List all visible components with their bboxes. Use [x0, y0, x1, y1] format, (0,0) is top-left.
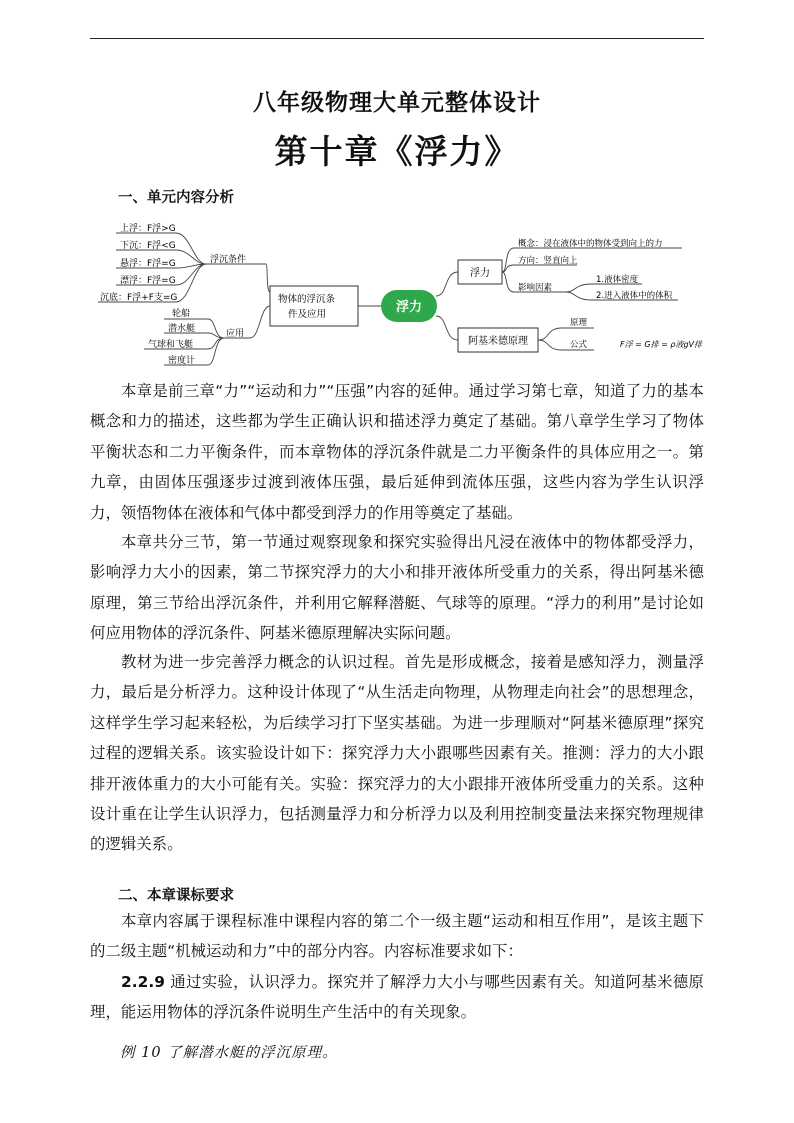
- archimedes-principle: 原理: [570, 318, 588, 328]
- document-title: 八年级物理大单元整体设计: [253, 89, 541, 116]
- buoyancy-concept: 概念：浸在液体中的物体受到向上的力: [518, 239, 663, 249]
- condition-floating: 漂浮：F浮=G: [120, 276, 176, 286]
- archimedes-node-label: 阿基米德原理: [468, 336, 528, 347]
- chapter-title: 第十章《浮力》: [274, 132, 520, 171]
- header-rule: [90, 38, 704, 39]
- condition-rise: 上浮：F浮>G: [120, 224, 176, 234]
- standard-text: 通过实验，认识浮力。探究并了解浮力大小与哪些因素有关。知道阿基米德原理，能运用物体的浮沉条件说明生产生活中的有关现象。: [90, 973, 704, 1022]
- condition-bottom: 沉底：F浮+F支=G: [100, 293, 178, 303]
- condition-suspend: 悬浮：F浮=G: [120, 259, 176, 269]
- float-sink-node-line2: 件及应用: [288, 309, 327, 320]
- float-conditions-label: 浮沉条件: [210, 255, 247, 265]
- mindmap-diagram: [90, 212, 704, 372]
- buoyancy-direction: 方向：竖直向上: [518, 256, 578, 266]
- application-balloon: 气球和飞艇: [148, 340, 194, 350]
- float-sink-node: [270, 286, 358, 326]
- factor-density: 1.液体密度: [596, 275, 639, 285]
- paragraph-3: 教材为进一步完善浮力概念的认识过程。首先是形成概念，接着是感知浮力，测量浮力，最后是分析浮力。这种设计体现了“从生活走向物理，从物理走向社会”的思想理念，这样学生学习起来轻松，为后续学习打下坚实基础。为进一步理顺对“阿基米德原理”探究过程的逻辑关系。该实验设计如下：探究浮力大小跟哪些因素有关。推测：浮力的大小跟排开液体重力的大小可能有关。实验：探究浮力的大小跟排开液体所受重力的关系。这种设计重在让学生认识浮力，包括测量浮力和分析浮力以及利用控制变量法来探究物理规律的逻辑关系。: [90, 653, 704, 854]
- paragraph-standard: [90, 967, 704, 1028]
- archimedes-formula: F浮 = G排 = ρ液gV排: [620, 340, 703, 349]
- application-submarine: 潜水艇: [168, 324, 196, 334]
- paragraph-curriculum: 本章内容属于课程标准中课程内容的第二个一级主题“运动和相互作用”，是该主题下的二级主题“机械运动和力”中的部分内容。内容标准要求如下：: [90, 912, 704, 961]
- application-ship: 轮船: [172, 309, 191, 319]
- buoyancy-node-label: 浮力: [470, 268, 490, 279]
- applications-label: 应用: [226, 329, 245, 339]
- buoyancy-factors-label: 影响因素: [518, 283, 553, 293]
- center-node-label: 浮力: [395, 300, 423, 315]
- condition-sink: 下沉：F浮<G: [120, 241, 176, 251]
- float-sink-node-line1: 物体的浮沉条: [278, 294, 336, 305]
- paragraph-2: 本章共分三节，第一节通过观察现象和探究实验得出凡浸在液体中的物体都受浮力，影响浮力大小的因素，第二节探究浮力的大小和排开液体所受重力的关系，得出阿基米德原理，第三节给出浮沉条件，并利用它解释潜艇、气球等的原理。“浮力的利用”是讨论如何应用物体的浮沉条件、阿基米德原理解决实际问题。: [90, 533, 704, 643]
- archimedes-formula-label: 公式: [570, 340, 588, 350]
- example-line: 例 10 了解潜水艇的浮沉原理。: [120, 1045, 338, 1061]
- section-heading-curriculum: 二、本章课标要求: [118, 888, 234, 904]
- paragraph-1: 本章是前三章“力”“运动和力”“压强”内容的延伸。通过学习第七章，知道了力的基本概念和力的描述，这些都为学生正确认识和描述浮力奠定了基础。第八章学生学习了物体平衡状态和二力平衡条件，而本章物体的浮沉条件就是二力平衡条件的具体应用之一。第九章，由固体压强逐步过渡到液体压强，最后延伸到流体压强，这些内容为学生认识浮力，领悟物体在液体和气体中都受到浮力的作用等奠定了基础。: [90, 382, 704, 522]
- standard-number: 2.2.9: [121, 973, 166, 991]
- factor-volume: 2.进入液体中的体积: [596, 291, 673, 301]
- application-hydrometer: 密度计: [168, 356, 196, 366]
- section-heading-content-analysis: 一、单元内容分析: [118, 190, 234, 206]
